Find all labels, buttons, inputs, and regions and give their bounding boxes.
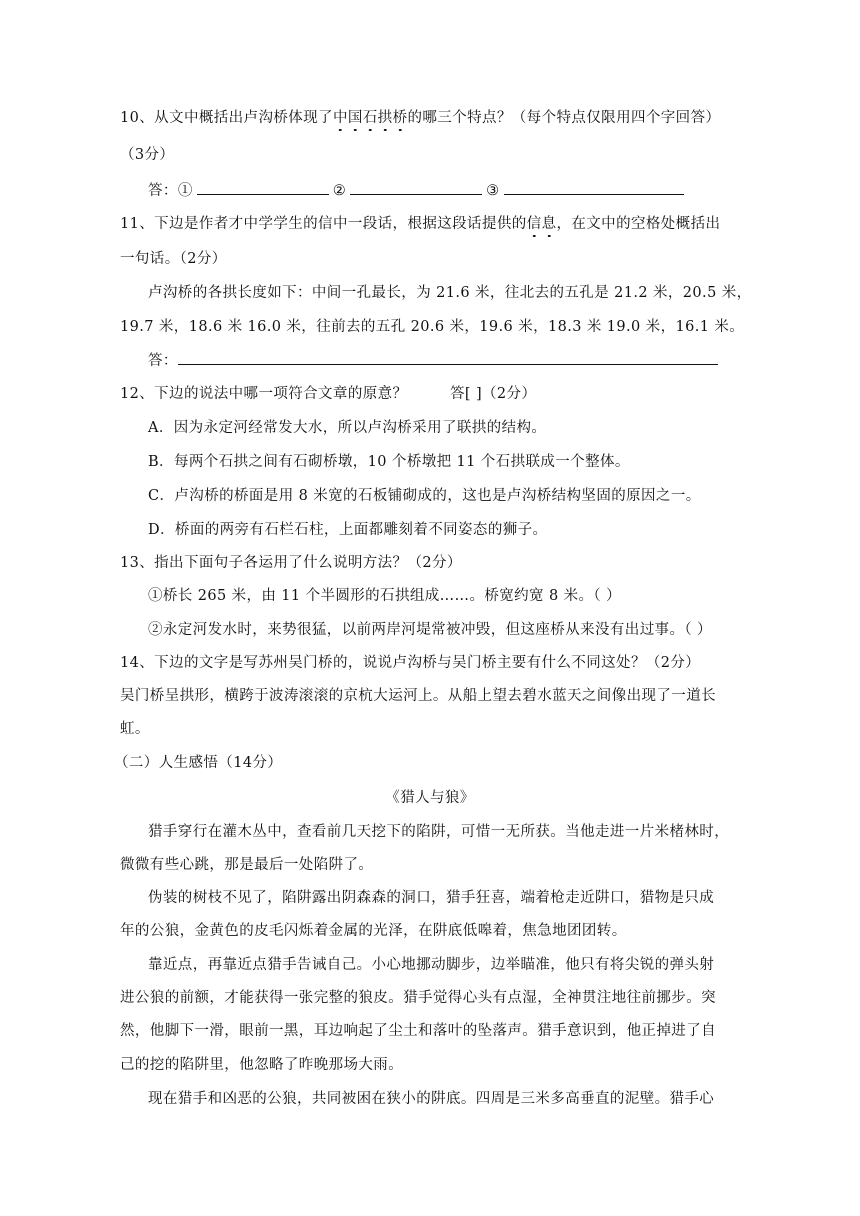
question-11 — [120, 214, 720, 234]
q11-paragraph-line: 19.7 米，18.6 米 16.0 米，往前去的五孔 20.6 米，19.6 米，18.3 米 19.0 米，16.1 米。 — [120, 319, 745, 335]
story-line: 现在猎手和凶恶的公狼，共同被困在狭小的阱底。四周是三米多高垂直的泥壁。猎手心 — [148, 1091, 715, 1107]
q11-text-post: ，在文中的空格处概括出 — [556, 216, 721, 232]
story-line: 然，他脚下一滑，眼前一黑，耳边响起了尘土和落叶的坠落声。猎手意识到，他正掉进了自 — [120, 1023, 716, 1039]
story-line: 靠近点，再靠近点猎手告诫自己。小心地挪动脚步，边举瞄准，他只有将尖锐的弹头射 — [148, 957, 715, 973]
q10-marker-2: ② — [332, 183, 347, 199]
q10-emphasis-char: 桥 — [392, 110, 408, 126]
q10-emphasis-char: 中 — [332, 110, 348, 126]
q11-line-2: 一句话。（2分） — [120, 251, 227, 267]
question-14: 14、下边的文字是写苏州吴门桥的，说说卢沟桥与吴门桥主要有什么不同这处？（2分） — [120, 655, 701, 671]
q10-blank-2[interactable] — [350, 180, 482, 195]
story-title: 《猎人与狼》 — [385, 790, 475, 806]
q11-emphasis-char: 息 — [541, 216, 557, 232]
section-heading: （二）人生感悟（14分） — [114, 755, 283, 771]
q10-blank-1[interactable] — [197, 180, 329, 195]
q12-option-d: D．桥面的两旁有石栏石柱，上面都雕刻着不同姿态的狮子。 — [148, 522, 548, 538]
q14-text-line: 吴门桥呈拱形，横跨于波涛滚滚的京杭大运河上。从船上望去碧水蓝天之间像出现了一道长 — [120, 688, 716, 704]
q13-sentence-1: ①桥长 265 米，由 11 个半圆形的石拱组成……。桥宽约宽 8 米。（ ） — [148, 588, 621, 604]
q10-emphasis-char: 国 — [347, 110, 363, 126]
story-line: 伪装的树枝不见了，陷阱露出阴森森的洞口，猎手狂喜，端着枪走近阱口，猎物是只成 — [148, 890, 715, 906]
q10-marker-1: ① — [177, 183, 193, 199]
q11-emphasis-char: 信 — [526, 216, 542, 232]
story-line: 猎手穿行在灌木丛中，查看前几天挖下的陷阱，可惜一无所获。当他走进一片米楮林时， — [148, 824, 730, 840]
q12-option-a: A．因为永定河经常发大水，所以卢沟桥采用了联拱的结构。 — [148, 420, 547, 436]
story-line: 进公狼的前额，才能获得一张完整的狼皮。猎手觉得心头有点湿，全神贯注地往前挪步。突 — [120, 990, 716, 1006]
q12-option-b: B．每两个石拱之间有石砌桥墩，10 个桥墩把 11 个石拱联成一个整体。 — [148, 454, 630, 470]
q11-paragraph-line: 卢沟桥的各拱长度如下：中间一孔最长，为 21.6 米，往北去的五孔是 21.2 米，20.5 米， — [148, 285, 752, 301]
q10-text-post: 的哪三个特点？（每个特点仅限用四个字回答） — [407, 110, 721, 126]
q12-stem: 12、下边的说法中哪一项符合文章的原意？ — [120, 386, 408, 402]
q10-answer-label: 答： — [148, 183, 178, 199]
story-line: 微微有些心跳，那是最后一处陷阱了。 — [120, 857, 374, 873]
question-13: 13、指出下面句子各运用了什么说明方法？（2分） — [120, 555, 462, 571]
q10-emphasis-char: 石 — [362, 110, 378, 126]
q11-answer-blank[interactable] — [178, 350, 718, 365]
q10-blank-3[interactable] — [504, 180, 684, 195]
q11-answer-row — [148, 350, 722, 371]
question-12 — [120, 384, 407, 404]
q12-answer-bracket[interactable]: 答[ ]（2分） — [450, 386, 537, 402]
q13-sentence-2: ②永定河发水时，来势很猛，以前两岸河堤常被冲毁，但这座桥从来没有出过事。（ ） — [148, 622, 712, 638]
q14-text-line: 虹。 — [120, 721, 150, 737]
q10-text-pre: 10、从文中概括出卢沟桥体现了 — [120, 110, 333, 126]
q10-answer-row — [148, 180, 688, 201]
q10-score: （3分） — [120, 147, 175, 163]
question-10 — [120, 108, 720, 128]
q11-answer-label: 答： — [148, 353, 178, 369]
q10-emphasis-char: 拱 — [377, 110, 393, 126]
story-line: 年的公狼，金黄色的皮毛闪烁着金属的光泽，在阱底低嗥着，焦急地团团转。 — [120, 923, 627, 939]
q12-option-c: C．卢沟桥的桥面是用 8 米宽的石板铺砌成的，这也是卢沟桥结构坚固的原因之一。 — [148, 488, 701, 504]
q10-marker-3: ③ — [486, 183, 500, 199]
q11-text-pre: 11、下边是作者才中学学生的信中一段话，根据这段话提供的 — [120, 216, 527, 232]
story-line: 己的挖的陷阱里，他忽略了昨晚那场大雨。 — [120, 1057, 404, 1073]
